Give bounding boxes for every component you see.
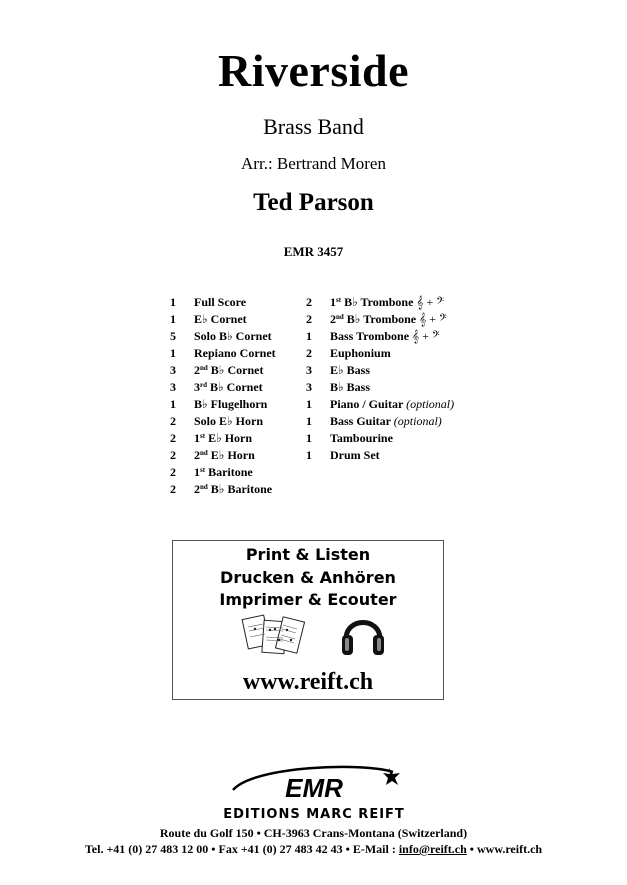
part-label: B♭ Cornet — [210, 363, 264, 377]
part-ordinal-suffix: nd — [200, 483, 208, 491]
logo-mark: EMR — [285, 773, 343, 803]
part-label: Full Score — [194, 295, 247, 309]
part-row — [170, 464, 310, 481]
part-row — [170, 430, 310, 447]
optional-note: (optional) — [406, 397, 455, 411]
part-label: B♭ Flugelhorn — [194, 397, 268, 411]
part-ordinal: 2 — [194, 448, 200, 462]
part-label: Baritone — [208, 465, 253, 479]
composer: Ted Parson — [253, 189, 374, 216]
part-row — [306, 379, 466, 396]
part-label: B♭ Baritone — [210, 482, 273, 496]
part-name — [194, 430, 252, 447]
part-quantity: 2 — [170, 414, 176, 428]
part-quantity: 2 — [306, 295, 312, 309]
part-ordinal-suffix: rd — [200, 381, 207, 389]
part-label: E♭ Horn — [208, 431, 253, 445]
part-ordinal: 2 — [194, 363, 200, 377]
part-name — [194, 362, 263, 379]
subtitle: Brass Band — [263, 114, 364, 139]
part-name — [194, 481, 272, 498]
part-quantity: 1 — [306, 414, 312, 428]
promo-url[interactable]: www.reift.ch — [242, 669, 374, 695]
part-ordinal-suffix: nd — [336, 313, 344, 321]
part-name — [194, 294, 246, 311]
part-label: Repiano Cornet — [194, 346, 276, 360]
part-name — [330, 345, 391, 362]
part-label: E♭ Horn — [210, 448, 255, 462]
part-name — [194, 396, 267, 413]
part-row — [170, 328, 310, 345]
part-name — [330, 447, 380, 464]
publisher-name: EDITIONS MARC REIFT — [223, 807, 405, 820]
part-name — [330, 396, 454, 413]
emr-logo — [213, 760, 415, 820]
part-label: E♭ Bass — [330, 363, 371, 377]
promo-line-en: Print & Listen — [245, 545, 371, 564]
part-name — [194, 413, 263, 430]
tel-fax: Tel. +41 (0) 27 483 12 00 • Fax +41 (0) 27 483 42 43 • E-Mail : — [84, 842, 399, 856]
part-label: B♭ Bass — [330, 380, 371, 394]
part-label: B♭ Trombone — [346, 312, 417, 326]
page-title: Riverside — [217, 45, 409, 96]
part-row — [170, 379, 310, 396]
promo-line-fr: Imprimer & Ecouter — [219, 590, 397, 609]
part-name — [194, 447, 255, 464]
part-row — [170, 447, 310, 464]
part-name — [194, 345, 276, 362]
part-quantity: 1 — [306, 397, 312, 411]
part-quantity: 3 — [306, 363, 312, 377]
part-row — [170, 311, 310, 328]
publisher-address: Route du Golf 150 • CH-3963 Crans-Montana (Switzerland) — [159, 826, 468, 840]
sheet-music-icon — [241, 613, 307, 665]
part-label: Euphonium — [330, 346, 391, 360]
part-quantity: 2 — [170, 448, 176, 462]
parts-list-left — [170, 294, 310, 498]
part-row — [170, 294, 310, 311]
part-name — [330, 362, 370, 379]
part-name — [330, 294, 444, 311]
part-label: Piano / Guitar — [330, 397, 404, 411]
part-ordinal-suffix: nd — [200, 364, 208, 372]
part-label: B♭ Trombone — [344, 295, 414, 309]
catalog-number: EMR 3457 — [283, 244, 344, 259]
promo-line-de: Drucken & Anhören — [220, 568, 396, 587]
part-quantity: 2 — [170, 465, 176, 479]
part-name — [330, 379, 370, 396]
part-ordinal: 2 — [330, 312, 336, 326]
part-name — [330, 430, 393, 447]
part-quantity: 1 — [306, 431, 312, 445]
clef-icon: 𝄞 + 𝄢 — [412, 329, 440, 343]
part-label: Tambourine — [330, 431, 393, 445]
web-link[interactable]: • www.reift.ch — [466, 842, 543, 856]
part-name — [330, 328, 440, 345]
part-ordinal: 1 — [330, 295, 336, 309]
publisher-contact — [0, 842, 627, 857]
optional-note: (optional) — [393, 414, 442, 428]
part-quantity: 5 — [170, 329, 176, 343]
part-ordinal: 2 — [194, 482, 200, 496]
part-quantity: 1 — [170, 295, 176, 309]
part-ordinal: 1 — [194, 431, 200, 445]
clef-icon: 𝄞 + 𝄢 — [416, 295, 444, 309]
part-row — [306, 294, 466, 311]
clef-icon: 𝄞 + 𝄢 — [419, 312, 447, 326]
part-quantity: 1 — [170, 312, 176, 326]
part-quantity: 2 — [170, 482, 176, 496]
part-ordinal-suffix: st — [336, 296, 342, 304]
part-quantity: 1 — [306, 329, 312, 343]
part-quantity: 1 — [306, 448, 312, 462]
part-row — [170, 362, 310, 379]
part-name — [194, 464, 253, 481]
part-row — [306, 413, 466, 430]
part-row — [170, 413, 310, 430]
part-row — [170, 345, 310, 362]
part-label: Solo E♭ Horn — [194, 414, 264, 428]
part-quantity: 3 — [306, 380, 312, 394]
part-label: Drum Set — [330, 448, 380, 462]
part-ordinal-suffix: nd — [200, 449, 208, 457]
part-name — [194, 328, 272, 345]
headphones-icon — [340, 609, 386, 659]
part-row — [306, 447, 466, 464]
part-label: B♭ Cornet — [210, 380, 263, 394]
part-quantity: 2 — [306, 346, 312, 360]
part-label: Bass Guitar — [330, 414, 391, 428]
part-name — [194, 311, 247, 328]
part-row — [306, 362, 466, 379]
email-link[interactable]: info@reift.ch — [398, 842, 467, 856]
part-ordinal: 3 — [194, 380, 200, 394]
part-quantity: 3 — [170, 380, 176, 394]
part-row — [306, 311, 466, 328]
part-quantity: 1 — [170, 346, 176, 360]
part-quantity: 3 — [170, 363, 176, 377]
part-row — [170, 481, 310, 498]
arranger: Arr.: Bertrand Moren — [241, 154, 386, 173]
part-row — [306, 345, 466, 362]
part-name — [330, 413, 442, 430]
part-row — [170, 396, 310, 413]
part-name — [194, 379, 263, 396]
part-ordinal: 1 — [194, 465, 200, 479]
part-row — [306, 396, 466, 413]
part-label: E♭ Cornet — [194, 312, 247, 326]
promo-box — [172, 540, 444, 700]
part-ordinal-suffix: st — [200, 432, 206, 440]
part-name — [330, 311, 447, 328]
part-quantity: 2 — [170, 431, 176, 445]
part-row — [306, 430, 466, 447]
part-ordinal-suffix: st — [200, 466, 206, 474]
part-row — [306, 328, 466, 345]
part-quantity: 1 — [170, 397, 176, 411]
parts-list-right — [306, 294, 466, 464]
part-label: Solo B♭ Cornet — [194, 329, 272, 343]
part-quantity: 2 — [306, 312, 312, 326]
part-label: Bass Trombone — [330, 329, 410, 343]
